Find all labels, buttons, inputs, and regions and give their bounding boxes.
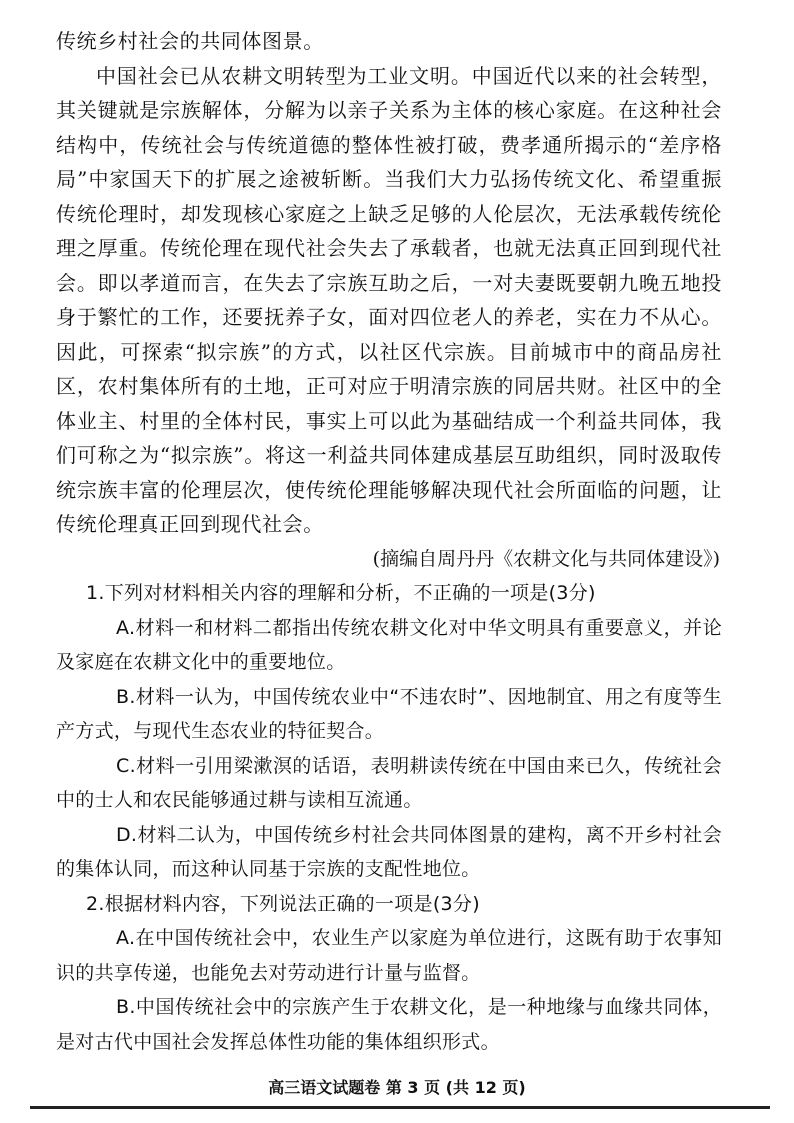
passage-paragraph-continued: 传统乡村社会的共同体图景。 xyxy=(56,29,324,53)
page-content xyxy=(56,24,722,1059)
question-1-stem: 1.下列对材料相关内容的理解和分析，不正确的一项是(3分) xyxy=(86,582,596,604)
question-1-option-a: A.材料一和材料二都指出传统农耕文化对中华文明具有重要意义，并论及家庭在农耕文化中的重要地位。 xyxy=(56,616,722,673)
question-1-option-d: D.材料二认为，中国传统乡村社会共同体图景的建构，离不开乡村社会的集体认同，而这种认同基于宗族的支配性地位。 xyxy=(56,823,722,880)
question-2-option-b: B.中国传统社会中的宗族产生于农耕文化，是一种地缘与血缘共同体，是对古代中国社会发挥总体性功能的集体组织形式。 xyxy=(56,996,722,1053)
question-1-option-c: C.材料一引用梁漱溟的话语，表明耕读传统在中国由来已久，传统社会中的士人和农民能够通过耕与读相互流通。 xyxy=(56,754,722,811)
footer-rule xyxy=(30,1106,770,1109)
question-2-stem: 2.根据材料内容，下列说法正确的一项是(3分) xyxy=(86,892,480,915)
page-footer: 高三语文试题卷 第 3 页 (共 12 页) xyxy=(268,1078,526,1097)
question-2-option-a: A.在中国传统社会中，农业生产以家庭为单位进行，这既有助于农事知识的共享传递，也能免去对劳动进行计量与监督。 xyxy=(56,927,722,984)
source-citation: (摘编自周丹丹《农耕文化与共同体建设》) xyxy=(372,547,720,570)
question-1-option-b: B.材料一认为，中国传统农业中“不违农时”、因地制宜、用之有度等生产方式，与现代生态农业的特征契合。 xyxy=(56,685,722,742)
passage-paragraph: 中国社会已从农耕文明转型为工业文明。中国近代以来的社会转型，其关键就是宗族解体，分解为以亲子关系为主体的核心家庭。在这种社会结构中，传统社会与传统道德的整体性被打破，费孝通所揭示的“差序格局”中家国天下的扩展之途被斩断。当我们大力弘扬传统文化、希望重振传统伦理时，却发现核心家庭之上缺乏足够的人伦层次，无法承载传统伦理之厚重。传统伦理在现代社会失去了承载者，也就无法真正回到现代社会。即以孝道而言，在失去了宗族互助之后，一对夫妻既要朝九晚五地投身于繁忙的工作，还要抚养子女，面对四位老人的养老，实在力不从心。因此，可探索“拟宗族”的方式，以社区代宗族。目前城市中的商品房社区，农村集体所有的土地，正可对应于明清宗族的同居共财。社区中的全体业主、村里的全体村民，事实上可以此为基础结成一个利益共同体，我们可称之为“拟宗族”。将这一利益共同体建成基层互助组织，同时汲取传统宗族丰富的伦理层次，使传统伦理能够解决现代社会所面临的问题，让传统伦理真正回到现代社会。 xyxy=(56,63,722,536)
